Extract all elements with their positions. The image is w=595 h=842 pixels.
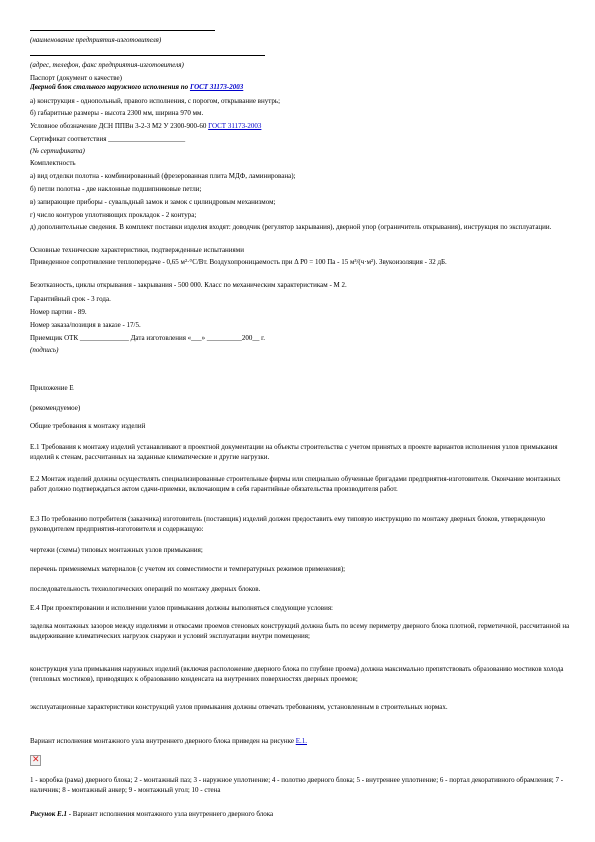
- broken-image-mark: ✕: [32, 755, 40, 765]
- passport-batch: Номер партии - 89.: [30, 308, 87, 316]
- appendix-subtitle: Общие требования к монтажу изделий: [30, 422, 146, 430]
- figure-caption-text: - Вариант исполнения монтажного узла внутреннего дверного блока: [66, 810, 274, 818]
- passport-seals: г) число контуров уплотняющих прокладок - 2 контура;: [30, 211, 197, 219]
- passport-otk: Приемщик ОТК ______________ Дата изготовления «___» __________200__ г.: [30, 334, 266, 342]
- address-caption: (адрес, телефон, факс предприятия-изготовителя): [30, 61, 184, 69]
- passport-reliability: Безотказность, циклы открывания - закрывания - 500 000. Класс по механическим характеристикам - М 2.: [30, 281, 347, 289]
- variant-prefix: Вариант исполнения монтажного узла внутреннего дверного блока приведен на рисунке: [30, 737, 296, 745]
- clause-e4-c: эксплуатационные характеристики конструкций узлов примыкания должны отвечать требованиям, установленным в строительных нормах.: [30, 703, 448, 711]
- passport-hinges: б) петли полотна - две наклонные подшипниковые петли;: [30, 185, 202, 193]
- clause-e4-a: заделка монтажных зазоров между изделиями и откосами проемов стеновых конструкций должна быть по всему периметру дверного блока плотной, герметичной, рассчитанной на выдерживание климатических нагрузок снаружи и условий эксплуатации внутри помещения;: [30, 622, 570, 640]
- passport-order: Номер заказа/позиция в заказе - 17/5.: [30, 321, 141, 329]
- passport-warranty: Гарантийный срок - 3 года.: [30, 295, 111, 303]
- figure-label: Рисунок Е.1: [30, 810, 67, 818]
- passport-dimensions: б) габаритные размеры - высота 2300 мм, ширина 970 мм.: [30, 109, 204, 117]
- certificate-caption: (№ сертификата): [30, 147, 85, 155]
- passport-completeness: Комплектность: [30, 159, 76, 167]
- broken-image-icon: [30, 755, 41, 766]
- passport-design: а) конструкция - однопольный, правого исполнения, с порогом, открывание внутрь;: [30, 97, 281, 105]
- clause-e3: Е.3 По требованию потребителя (заказчика) изготовитель (поставщик) изделий должен предоставить ему типовую инструкцию по монтажу дверных блоков, утвержденную руководителем предприятия-изготовителя и содержащую:: [30, 515, 546, 533]
- manufacturer-caption: (наименование предприятия-изготовителя): [30, 36, 162, 44]
- gost-link[interactable]: ГОСТ 31173-2003: [189, 83, 244, 91]
- signature-caption: (подпись): [30, 346, 59, 354]
- address-line: [30, 55, 265, 56]
- figure-link[interactable]: Е.1.: [295, 737, 307, 745]
- product-title: [30, 82, 575, 92]
- manufacturer-line: [30, 30, 215, 31]
- product-prefix: Дверной блок стального наружного исполнения по: [30, 83, 190, 91]
- clause-e3-a: чертежи (схемы) типовых монтажных узлов примыкания;: [30, 546, 203, 554]
- gost-link-2[interactable]: ГОСТ 31173-2003: [208, 122, 262, 130]
- clause-e2: Е.2 Монтаж изделий должны осуществлять специализированные строительные фирмы или специально обученные бригадами предприятия-изготовителя. Окончание монтажных работ должно подтверждаться актом сдачи-приемки, включающим в себя гарантийные обязательства производителя работ.: [30, 475, 561, 493]
- passport-thermal: Приведенное сопротивление теплопередаче - 0,65 м²·°С/Вт. Воздухопроницаемость при Δ P0 = 100 Па - 15 м³/(ч·м²). Звукоизоляция - 32 дБ.: [30, 258, 447, 266]
- passport-tech-title: Основные технические характеристики, подтвержденные испытаниями: [30, 246, 244, 254]
- conditions-prefix: Условное обозначение ДСН ППВн 3-2-3 М2 У 2300-900-60: [30, 122, 209, 130]
- clause-e4: Е.4 При проектировании и исполнении узлов примыкания должны выполняться следующие условия:: [30, 604, 333, 612]
- appendix-status: (рекомендуемое): [30, 404, 81, 412]
- clause-e3-b: перечень применяемых материалов (с учетом их совместимости и температурных режимов применения);: [30, 565, 346, 573]
- variant-line: [30, 736, 575, 746]
- passport-conditions: [30, 121, 575, 131]
- passport-extra: д) дополнительные сведения. В комплект поставки изделия входят: доводчик (регулятор закрывания), дверной упор (ограничитель открывания), инструкция по эксплуатации.: [30, 223, 552, 231]
- passport-title: Паспорт (документ о качестве): [30, 74, 122, 82]
- appendix-title: Приложение Е: [30, 384, 74, 392]
- figure-legend: 1 - коробка (рама) дверного блока; 2 - монтажный паз; 3 - наружное уплотнение; 4 - полотно дверного блока; 5 - внутреннее уплотнение; 6 - портал декоративного обрамления; 7 - наличник; 8 - монтажный анкер; 9 - монтажный угол; 10 - стена: [30, 776, 564, 794]
- clause-e4-b: конструкция узла примыкания наружных изделий (включая расположение дверного блока по глубине проема) должна максимально препятствовать образованию мостиков холода (тепловых мостиков), приводящих к образованию конденсата на внутренних поверхностях дверных проемов;: [30, 665, 564, 683]
- clause-e3-c: последовательность технологических операций по монтажу дверных блоков.: [30, 585, 261, 593]
- passport-locks: в) запирающие приборы - сувальдный замок и замок с цилиндровым механизмом;: [30, 198, 276, 206]
- passport-finish: а) вид отделки полотна - комбинированный (фрезерованная плита МДФ, ламинирована);: [30, 172, 296, 180]
- figure-caption: [30, 809, 575, 819]
- clause-e1: Е.1 Требования к монтажу изделий устанавливают в проектной документации на объекты строительства с учетом принятых в проекте вариантов исполнения узлов примыкания изделий к стенам, рассчитанных на заданные климатические и другие нагрузки.: [30, 443, 558, 461]
- passport-certificate: Сертификат соответствия ______________________: [30, 135, 186, 143]
